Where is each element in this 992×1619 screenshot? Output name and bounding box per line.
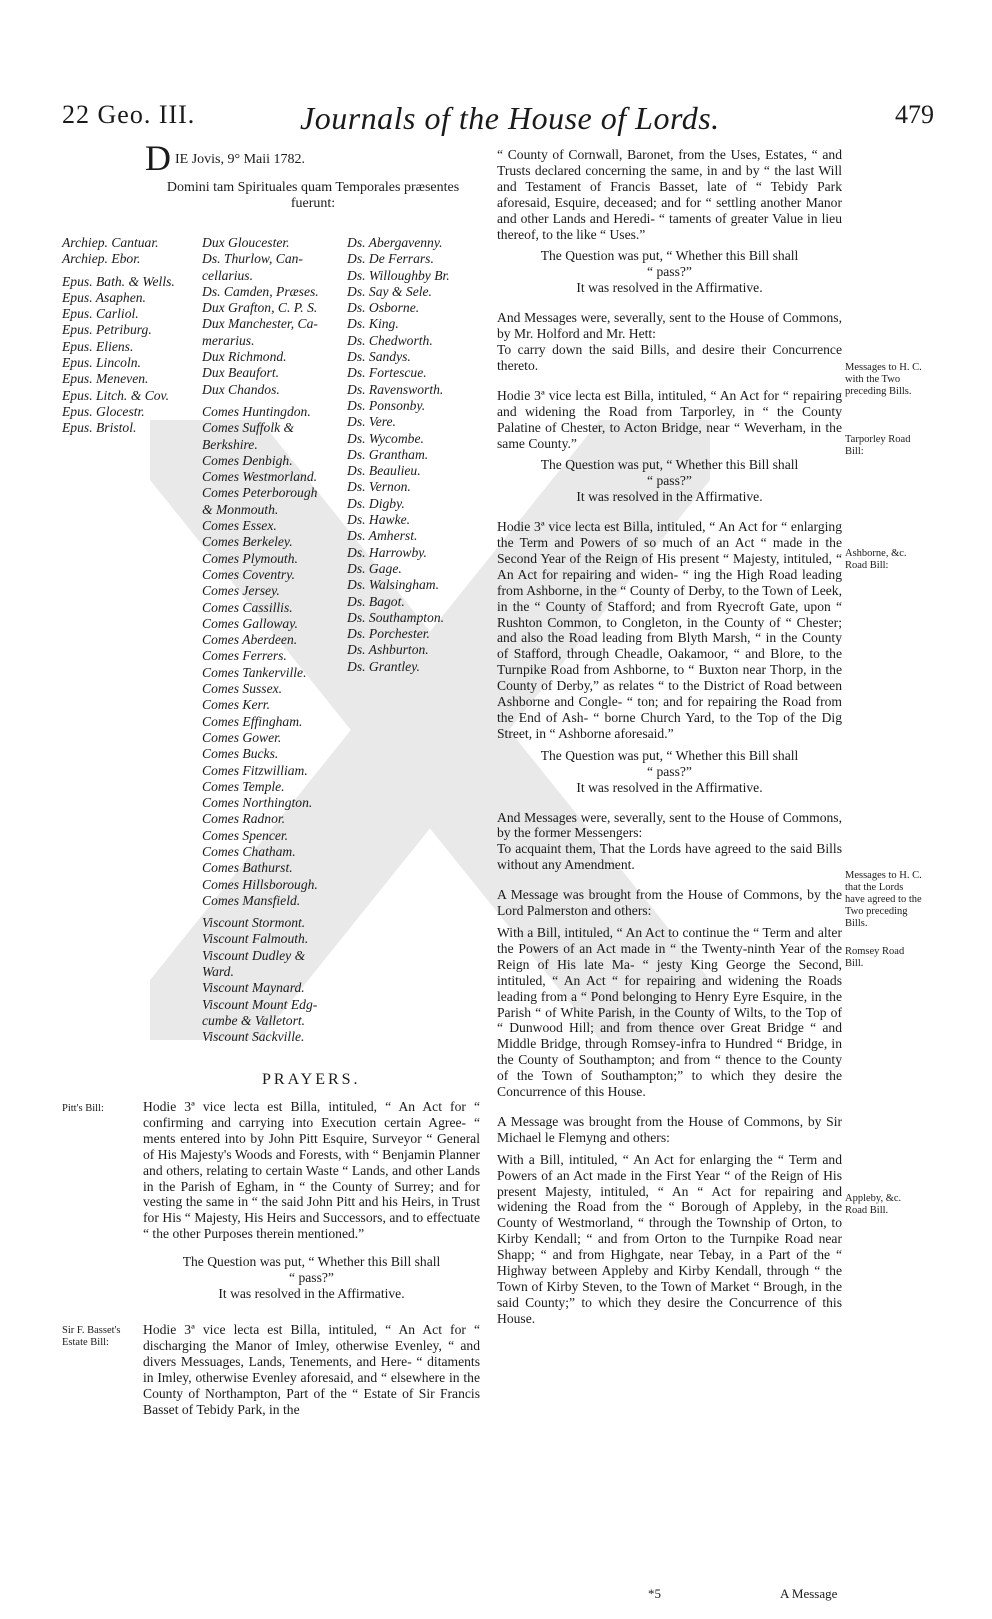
lord-name: Comes Fitzwilliam. [202,762,308,778]
page-number: 479 [895,100,934,129]
margin-note-messages-2: Messages to H. C. that the Lords have agreed to the Two preceding Bills. [845,870,922,929]
lord-name: Comes Aberdeen. [202,632,298,648]
resolved-3: It was resolved in the Affirmative. [576,779,763,795]
basset-bill-text: Hodie 3ª vice lecta est Billa, intituled, “ An Act for “ discharging the Manor of Imley, otherwise Evenley, “ and divers Messuages, Lands, Tenements, and Here- “ ditaments in Imley, otherwise Evenley aforesaid, and “ elsewhere in the County of Northampton, Part of the “ Estate of Sir Francis Basset of Tebidy Park, in the [143,1322,480,1417]
question-2: The Question was put, “ Whether this Bill shall [540,457,799,473]
pitt-question-pass: “ pass?” [289,1270,334,1286]
lord-name: Viscount Falmouth. [202,931,309,947]
margin-note-romsey: Romsey Road Bill. [845,946,905,969]
lord-name: Ds. Porchester. [347,626,430,642]
header-regnal-year: 22 Geo. III. [62,100,196,129]
margin-note-ashborne: Ashborne, &c. Road Bill: [845,548,907,571]
lord-name: cellarius. [202,267,253,283]
lord-name: Epus. Meneven. [62,371,149,387]
lords-list-temporal [202,235,319,1046]
lord-name: Comes Jersey. [202,583,280,599]
messages-2-purpose: To acquaint them, That the Lords have agreed to the said Bills without any Amendment. [497,841,842,873]
question-3: The Question was put, “ Whether this Bill shall [540,747,799,763]
lord-name: Dux Beaufort. [202,365,280,381]
pitt-resolved: It was resolved in the Affirmative. [218,1285,405,1301]
lord-name: Comes Suffolk & [202,420,295,436]
lord-name: Comes Temple. [202,778,285,794]
domini-heading: Domini tam Spirituales quam Temporales præsentes fuerunt: [166,180,460,211]
lord-name: Ds. Harrowby. [347,544,427,560]
lord-name: Ds. Vernon. [347,479,411,495]
lords-list-barons [347,235,450,675]
resolved-1: It was resolved in the Affirmative. [576,280,763,296]
lord-name: Comes Essex. [202,518,277,534]
lord-name: Epus. Bristol. [62,420,137,436]
margin-note-tarporley: Tarporley Road Bill: [845,434,911,457]
question-2-pass: “ pass?” [647,473,692,489]
lord-name: Comes Kerr. [202,697,270,713]
lord-name: Viscount Sackville. [202,1029,305,1045]
lord-name: Viscount Stormont. [202,915,306,931]
lord-name: Comes Sussex. [202,681,283,697]
lord-name: Ds. Vere. [347,414,396,430]
romsey-message: A Message was brought from the House of Commons, by the Lord Palmerston and others: [497,887,842,919]
lord-name: Ward. [202,964,234,980]
lord-name: Dux Gloucester. [202,235,290,250]
lord-name: & Monmouth. [202,501,279,517]
lord-name: Ds. Ravensworth. [347,381,444,397]
lord-name: Comes Hillsborough. [202,876,318,892]
lord-name: Ds. Thurlow, Can- [202,251,303,267]
lord-name: Ds. Southampton. [347,609,445,625]
lord-name: cumbe & Valletort. [202,1012,306,1028]
lord-name: Ds. Osborne. [347,300,420,316]
lord-name: Ds. Camden, Præses. [202,283,319,299]
appleby-bill: With a Bill, intituled, “ An Act for enlarging the “ Term and Powers of an Act made in the First Year “ of the Reign of His present Majesty, intituled, “ An “ Act for repairing and widening the Road from the “ Borough of Appleby, in the County of Westmorland, “ through the Township of Orton, to Kirby Kendall; “ and from Orton to the Turnpike Road near Shapp; “ and from Highgate, near Tebay, in a Part of the “ Highway between Appleby and Kirby Kendall, through “ the Town of Kirby Steven, to the Town of Market “ Brough, in the said County;” to which they desire the Concurrence of this House. [497,1151,842,1326]
lord-name: Viscount Dudley & [202,947,306,963]
lord-name: Berkshire. [202,436,258,452]
lord-name: Ds. Chedworth. [347,332,433,348]
question-1-pass: “ pass?” [647,264,692,280]
lord-name: Viscount Mount Edg- [202,996,318,1012]
resolved-2: It was resolved in the Affirmative. [576,489,763,505]
lord-name: Epus. Carliol. [62,306,139,322]
lord-name: Ds. Fortescue. [347,365,427,381]
lord-name: Ds. Beaulieu. [347,463,421,479]
messages-1: And Messages were, severally, sent to the House of Commons, by Mr. Holford and Mr. Hett: [497,310,842,342]
lord-name: Comes Tankerville. [202,664,307,680]
pitt-question: The Question was put, “ Whether this Bill shall [182,1254,441,1270]
romsey-bill: With a Bill, intituled, “ An Act to continue the “ Term and alter the Powers of an Act made in “ the Twenty-ninth Year of the Reign of His late Ma- “ jesty King George the Second, intituled, “ An Act “ for repairing and widening the Roads leading from a “ Pond belonging to Henry Eyre Esquire, in the Parish “ of White Parish, in the County of Wilts, to the Top of “ Dunwood Hill; and from thence over Great Bridge “ and Middle Bridge, through Romsey-infra to Hundred “ Bridge, in the County of Southampton; and from “ thence to the County of the Town of Southampton;” to which they desire the Concurrence of this House. [497,924,842,1100]
lord-name: Ds. De Ferrars. [347,251,434,267]
lords-list-spiritual [62,235,175,437]
catchword: A Message [780,1586,838,1601]
messages-1-purpose: To carry down the said Bills, and desire their Concurrence thereto. [497,341,842,373]
lord-name: Comes Gower. [202,729,282,745]
ashborne-bill: Hodie 3ª vice lecta est Billa, intituled, “ An Act for “ enlarging the Term and Powers of so much of an Act “ made in the Second Year of the Reign of His present “ Majesty, intituled, “ An Act for repairing and widen- “ ing the High Road leading from Ashborne, in the “ County of Derby, to the Town of Leek, in the “ County of Stafford; and from Ryecroft Gate, upon “ Rushton Common, to Congleton, in the County of “ Chester; and also the Road leading from Blyth Marsh, “ in the County of Stafford, through Cheadle, Oakamoor, “ and Blore, to the Turnpike Road from Ashborne, to “ Buxton near Thorp, in the County of Derby,” as relates “ to the District of Road between Ashborne and Congle- “ ton; and for repairing the Road from the End of Ash- “ borne Church Yard, to the Top of the Dig Street, in “ Ashborne aforesaid.” [497,519,842,741]
lord-name: Epus. Lincoln. [62,355,141,371]
lord-name: Epus. Eliens. [62,338,134,354]
lord-name: Comes Plymouth. [202,550,298,566]
margin-note-basset: Sir F. Basset's Estate Bill: [62,1325,121,1348]
lord-name: Ds. Say & Sele. [347,283,432,299]
lord-name: Comes Effingham. [202,713,303,729]
lord-name: Comes Ferrers. [202,648,287,664]
question-1: The Question was put, “ Whether this Bill shall [540,248,799,264]
lord-name: Comes Bucks. [202,746,279,762]
signature-mark: *5 [648,1586,661,1601]
lord-name: Epus. Litch. & Cov. [62,387,169,403]
lord-name: Comes Huntingdon. [202,403,311,419]
lord-name: Ds. Grantham. [347,446,429,462]
lord-name: Dux Richmond. [202,349,287,365]
lord-name: Ds. Walsingham. [347,577,440,593]
lord-name: Epus. Bath. & Wells. [62,273,175,289]
lord-name: Ds. Wycombe. [347,430,424,446]
lord-name: Epus. Glocestr. [62,403,145,419]
lord-name: Epus. Asaphen. [62,289,146,305]
basset-bill-paragraph [143,1322,480,1417]
lord-name: Comes Peterborough [202,485,318,501]
margin-note-messages-1: Messages to H. C. with the Two preceding Bills. [845,362,922,397]
margin-note-appleby: Appleby, &c. Road Bill. [845,1193,902,1216]
lord-name: Comes Radnor. [202,811,286,827]
lord-name: Viscount Maynard. [202,980,305,996]
basset-bill-continuation: “ County of Cornwall, Baronet, from the Uses, Estates, “ and Trusts declared concerning the same, in and by “ the last Will and Testament of Francis Basset, late of “ Tebidy Park aforesaid, Esquire, deceased; and for “ settling another Manor and other Lands and Heredi- “ taments of greater Value in lieu thereof, to the like “ Uses.” [497,147,842,242]
lord-name: Ds. Bagot. [347,593,405,609]
lord-name: Comes Coventry. [202,566,295,582]
lord-name: Ds. Ponsonby. [347,397,426,413]
lord-name: Ds. Abergavenny. [347,235,443,250]
lord-name: Ds. Ashburton. [347,642,429,658]
lord-name: Ds. King. [347,316,399,332]
lord-name: Ds. Sandys. [347,349,411,365]
lord-name: merarius. [202,332,255,348]
appleby-message: A Message was brought from the House of Commons, by Sir Michael le Flemyng and others: [497,1113,842,1145]
lord-name: Comes Bathurst. [202,860,293,876]
lord-name: Comes Cassillis. [202,599,293,615]
lord-name: Comes Denbigh. [202,452,293,468]
lord-name: Epus. Petriburg. [62,322,152,338]
lord-name: Archiep. Ebor. [62,251,141,267]
lord-name: Comes Westmorland. [202,469,318,485]
header-title: Journals of the House of Lords. [300,100,720,136]
lord-name: Comes Galloway. [202,615,298,631]
lord-name: Comes Berkeley. [202,534,293,550]
dropcap: D [145,138,171,178]
prayers-heading: PRAYERS. [262,1071,361,1088]
lord-name: Comes Spencer. [202,827,289,843]
lord-name: Comes Northington. [202,795,313,811]
lord-name: Comes Chatham. [202,843,296,859]
lord-name: Ds. Amherst. [347,528,418,544]
right-column [497,147,842,1327]
messages-2: And Messages were, severally, sent to the House of Commons, by the former Messengers: [497,809,842,841]
lord-name: Ds. Digby. [347,495,405,511]
pitt-bill-paragraph [143,1099,480,1302]
lord-name: Dux Chandos. [202,381,280,397]
lord-name: Ds. Grantley. [347,658,420,674]
lord-name: Dux Grafton, C. P. S. [202,300,318,316]
question-3-pass: “ pass?” [647,763,692,779]
pitt-bill-text: Hodie 3ª vice lecta est Billa, intituled, “ An Act for “ confirming and carrying into Execution certain Agree- “ ments entered into by John Pitt Esquire, Surveyor “ General of His Majesty's Woods and Forests, with “ Benjamin Planner and others, relating to certain Waste “ Lands, and other Lands in the Parish of Egham, in “ the County of Surrey; and for vesting the same in “ the said John Pitt and his Heirs, in Trust for His “ Majesty, His Heirs and Successors, and to effectuate “ the other Purposes therein mentioned.” [143,1099,480,1242]
lord-name: Ds. Willoughby Br. [347,267,450,283]
lord-name: Archiep. Cantuar. [62,235,159,250]
lord-name: Ds. Hawke. [347,512,411,528]
lord-name: Comes Mansfield. [202,892,301,908]
lord-name: Ds. Gage. [347,560,402,576]
margin-note-pitt: Pitt's Bill: [62,1103,104,1114]
lord-name: Dux Manchester, Ca- [202,316,318,332]
dateline: IE Jovis, 9° Maii 1782. [175,152,306,167]
tarporley-bill: Hodie 3ª vice lecta est Billa, intituled, “ An Act for “ repairing and widening the Road from Tarporley, in “ the County Palatine of Chester, to Acton Bridge, near “ Weverham, in the same County.” [497,387,842,451]
